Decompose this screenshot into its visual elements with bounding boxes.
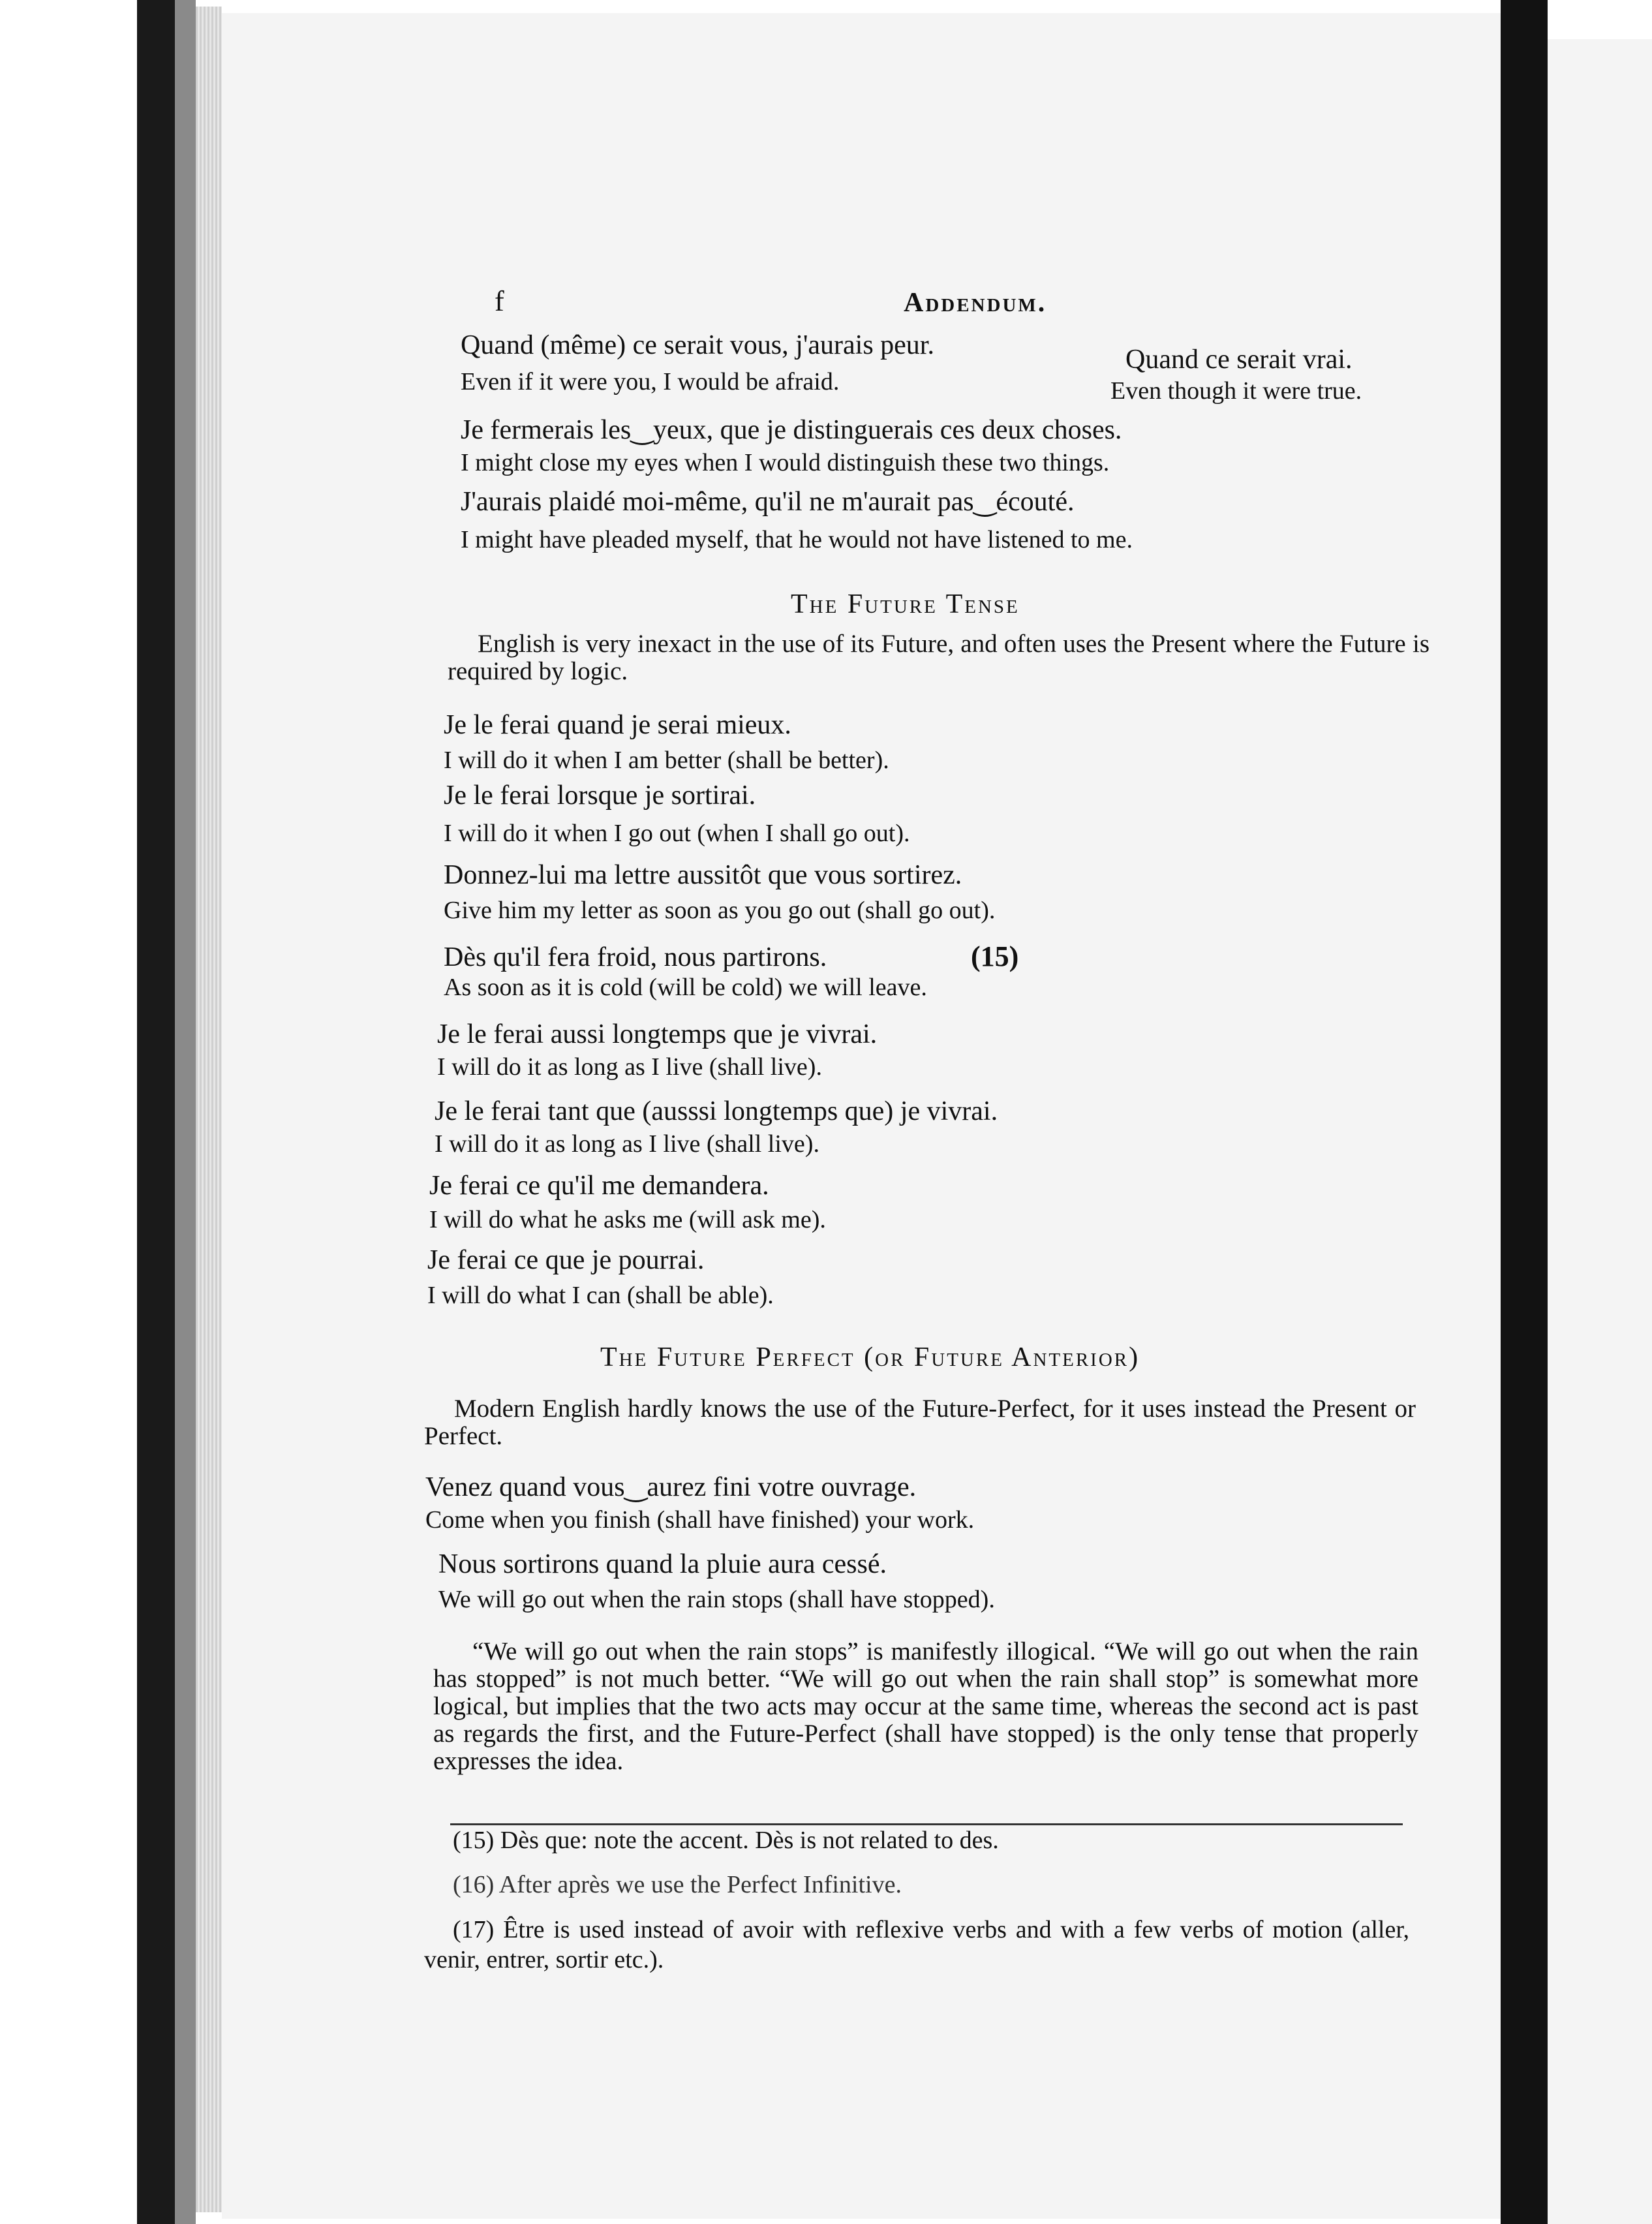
example-fr-2: Quand ce serait vrai. <box>1125 345 1353 375</box>
book-spine <box>137 0 175 2224</box>
future-example-en-1: I will do it when I am better (shall be better). <box>444 747 889 774</box>
example-en-3: I might close my eyes when I would distinguish these two things. <box>461 449 1110 476</box>
book-spine-edge <box>175 0 196 2224</box>
example-en-2: Even though it were true. <box>1110 377 1362 405</box>
future-perfect-intro: Modern English hardly knows the use of the Future-Perfect, for it uses instead the Present or Perfect. <box>424 1395 1416 1450</box>
section-heading-future-perfect: The Future Perfect (or Future Anterior) <box>600 1342 1140 1372</box>
footnote-rule <box>450 1823 1403 1825</box>
future-example-en-6: I will do it as long as I live (shall live). <box>435 1130 819 1158</box>
footnote-15: (15) Dès que: note the accent. Dès is not related to des. <box>453 1827 999 1854</box>
footnote-17: (17) Être is used instead of avoir with reflexive verbs and with a few verbs of motion (aller, venir, entrer, sortir etc.). <box>424 1916 1409 1973</box>
future-example-fr-1: Je le ferai quand je serai mieux. <box>444 710 791 740</box>
future-perfect-example-fr-1: Venez quand vous‿aurez fini votre ouvrage. <box>425 1472 917 1502</box>
future-example-fr-5: Je le ferai aussi longtemps que je vivrai. <box>437 1019 878 1049</box>
example-en-4: I might have pleaded myself, that he would not have listened to me. <box>461 526 1133 553</box>
future-example-fr-8: Je ferai ce que je pourrai. <box>427 1245 705 1275</box>
future-intro: English is very inexact in the use of its Future, and often uses the Present where the Future is required by logic. <box>448 630 1430 685</box>
future-perfect-discussion: “We will go out when the rain stops” is manifestly illogical. “We will go out when the rain has stopped” is not much better. “We will go out when the rain shall stop” is somewhat more logical, but implies that the two acts may occur at the same time, whereas the second act is past as regards the first, and the Future-Perfect (shall have stopped) is the only tense that properly expresses the idea. <box>433 1637 1418 1775</box>
future-example-en-3: Give him my letter as soon as you go out (shall go out). <box>444 897 996 924</box>
future-example-fr-4: Dès qu'il fera froid, nous partirons. <box>444 942 827 972</box>
example-fr-1: Quand (même) ce serait vous, j'aurais peur. <box>461 330 934 360</box>
future-example-fr-6: Je le ferai tant que (ausssi longtemps que) je vivrai. <box>435 1096 998 1126</box>
future-example-en-5: I will do it as long as I live (shall live). <box>437 1053 822 1081</box>
future-example-en-8: I will do what I can (shall be able). <box>427 1282 774 1309</box>
example-fr-3: Je fermerais les‿yeux, que je distinguerais ces deux choses. <box>461 415 1122 445</box>
folio: f <box>495 285 504 317</box>
future-example-fr-3: Donnez-lui ma lettre aussitôt que vous sortirez. <box>444 860 962 890</box>
note-ref-15: (15) <box>971 940 1019 972</box>
future-example-fr-2: Je le ferai lorsque je sortirai. <box>444 780 756 811</box>
section-heading-future: The Future Tense <box>791 589 1020 619</box>
future-perfect-example-fr-2: Nous sortirons quand la pluie aura cessé. <box>438 1549 887 1579</box>
example-fr-4: J'aurais plaidé moi-même, qu'il ne m'aurait pas‿écouté. <box>461 487 1075 517</box>
future-example-fr-7: Je ferai ce qu'il me demandera. <box>429 1171 769 1201</box>
page-edges <box>196 7 222 2212</box>
future-example-en-4: As soon as it is cold (will be cold) we will leave. <box>444 974 927 1001</box>
future-example-en-2: I will do it when I go out (when I shall go out). <box>444 820 910 847</box>
scan-left-margin <box>0 0 137 2224</box>
future-example-en-7: I will do what he asks me (will ask me). <box>429 1206 826 1233</box>
future-perfect-example-en-2: We will go out when the rain stops (shall have stopped). <box>438 1586 995 1613</box>
adjacent-page <box>1548 39 1652 2224</box>
running-head: Addendum. <box>904 288 1047 318</box>
future-perfect-example-en-1: Come when you finish (shall have finished) your work. <box>425 1506 975 1534</box>
page-gutter <box>1501 0 1548 2224</box>
example-en-1: Even if it were you, I would be afraid. <box>461 368 840 395</box>
footnote-16: (16) After après we use the Perfect Infinitive. <box>453 1871 902 1898</box>
